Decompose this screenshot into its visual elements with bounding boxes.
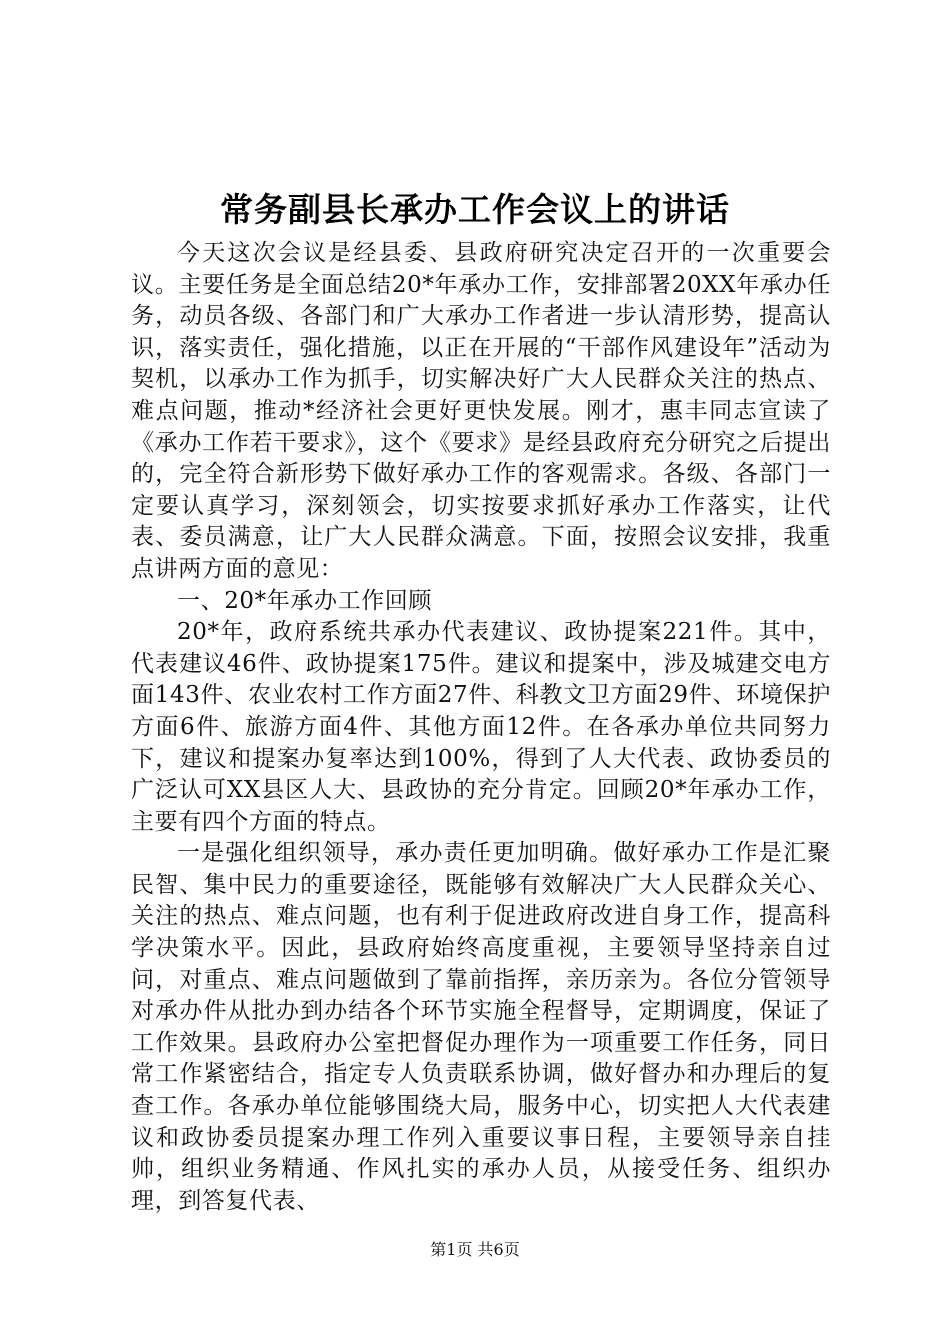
paragraph-review-summary: 20*年，政府系统共承办代表建议、政协提案221件。其中，代表建议46件、政协提案175件。建议和提案中，涉及城建交电方面143件、农业农村工作方面27件、科教文卫方面29件、环境保护方面6件、旅游方面4件、其他方面12件。在各承办单位共同努力下，建议和提案办复率达到100%，得到了人大代表、政协委员的广泛认可XX县区人大、县政协的充分肯定。回顾20*年承办工作，主要有四个方面的特点。	[131, 619, 831, 835]
page-footer: 第1页 共6页	[430, 1240, 520, 1259]
paragraph-opening: 今天这次会议是经县委、县政府研究决定召开的一次重要会议。主要任务是全面总结20*年承办工作，安排部署20XX年承办任务，动员各级、各部门和广大承办工作者进一步认清形势，提高认识，落实责任，强化措施，以正在开展的“干部作风建设年”活动为契机，以承办工作为抓手，切实解决好广大人民群众关注的热点、难点问题，推动*经济社会更好更快发展。刚才，惠丰同志宣读了《承办工作若干要求》，这个《要求》是经县政府充分研究之后提出的，完全符合新形势下做好承办工作的客观需求。各级、各部门一定要认真学习，深刻领会，切实按要求抓好承办工作落实，让代表、委员满意，让广大人民群众满意。下面，按照会议安排，我重点讲两方面的意见：	[131, 240, 831, 582]
section-heading-review: 一、20*年承办工作回顾	[177, 587, 432, 614]
document-body	[131, 238, 831, 1217]
document-title: 常务副县长承办工作会议上的讲话	[220, 190, 730, 229]
paragraph-feature-one: 一是强化组织领导，承办责任更加明确。做好承办工作是汇聚民智、集中民力的重要途径，既能够有效解决广大人民群众关心、关注的热点、难点问题，也有利于促进政府改进自身工作，提高科学决策水平。因此，县政府始终高度重视，主要领导坚持亲自过问，对重点、难点问题做到了靠前指挥，亲历亲为。各位分管领导对承办件从批办到办结各个环节实施全程督导，定期调度，保证了工作效果。县政府办公室把督促办理作为一项重要工作任务，同日常工作紧密结合，指定专人负责联系协调，做好督办和办理后的复查工作。各承办单位能够围绕大局，服务中心，切实把人大代表建议和政协委员提案办理工作列入重要议事日程，主要领导亲自挂帅，组织业务精通、作风扎实的承办人员，从接受任务、组织办理，到答复代表、	[131, 840, 831, 1214]
